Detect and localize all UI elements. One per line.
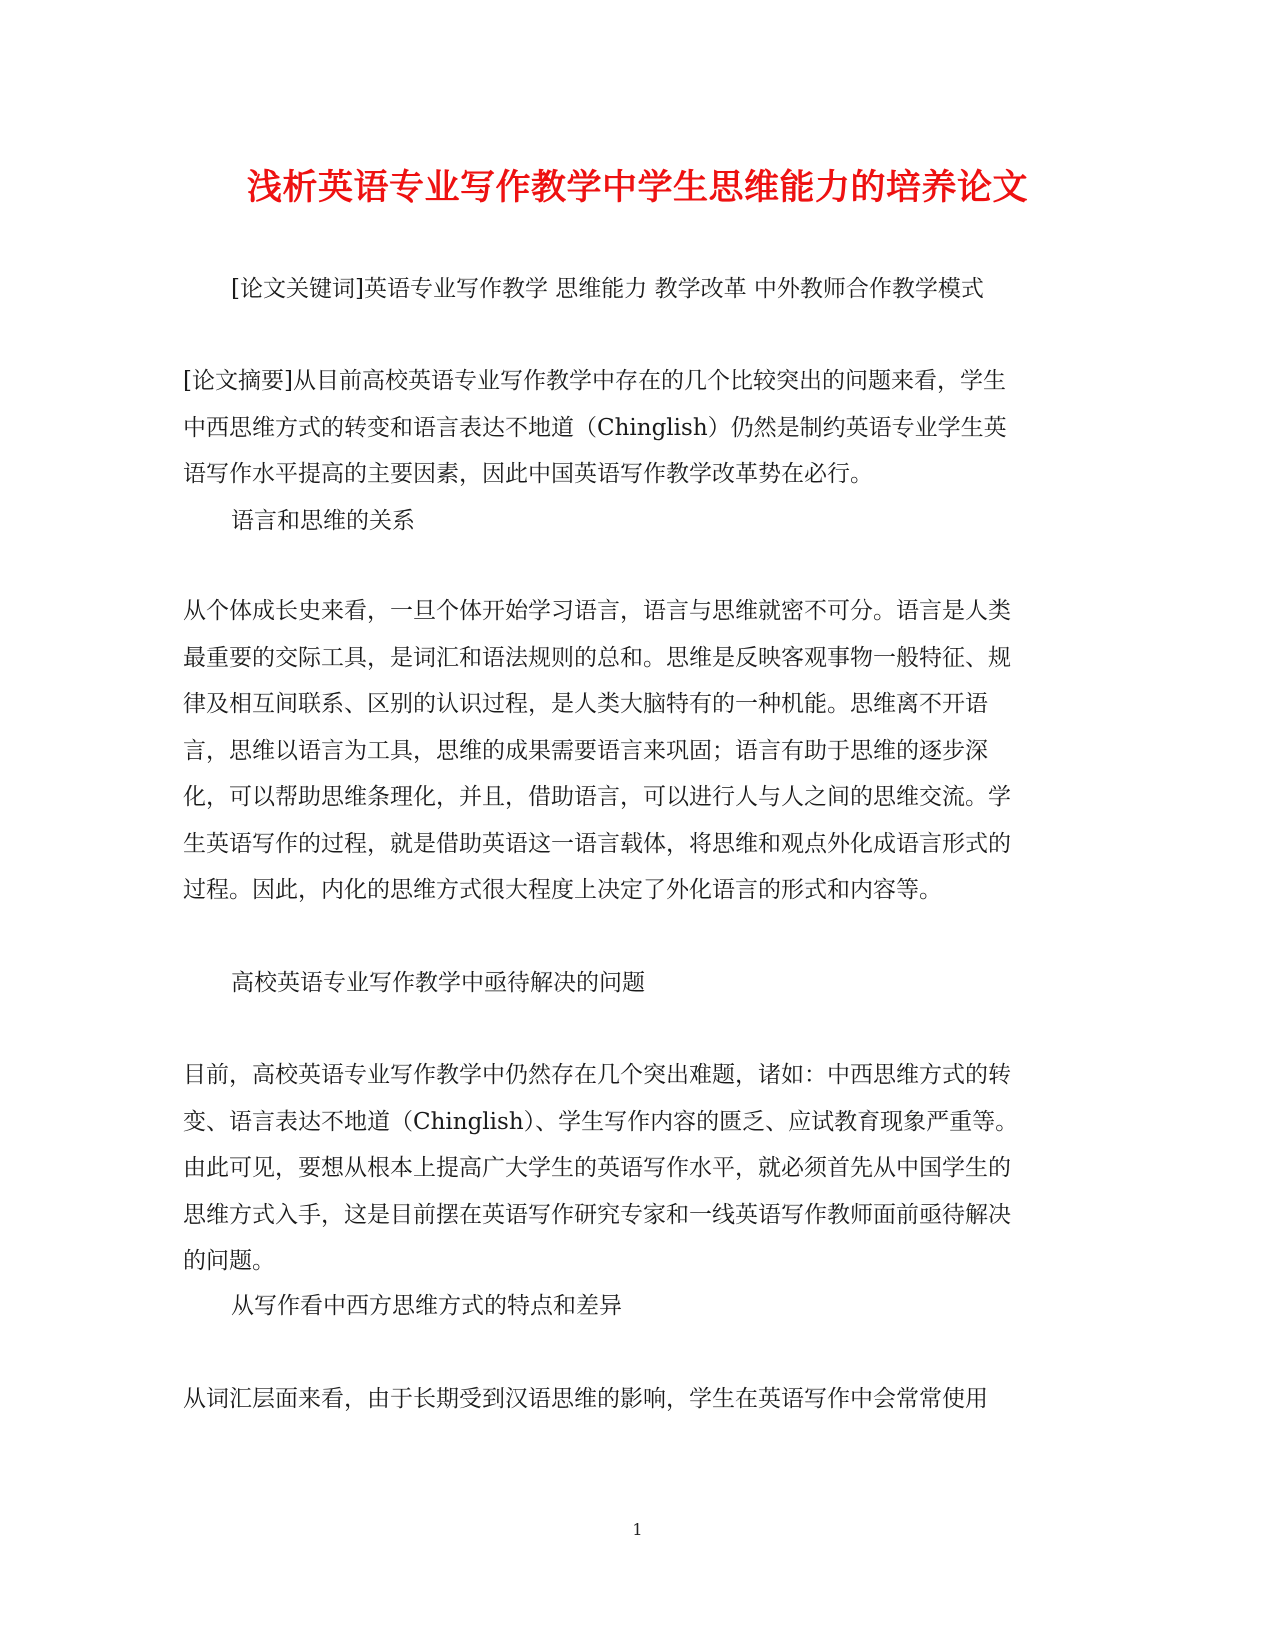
keywords-line: [论文关键词]英语专业写作教学 思维能力 教学改革 中外教师合作教学模式 — [231, 276, 984, 302]
page-number: 1 — [632, 1520, 643, 1539]
section-heading-language-and-thinking: 语言和思维的关系 — [231, 508, 415, 534]
abstract-paragraph: [论文摘要]从目前高校英语专业写作教学中存在的几个比较突出的问题来看，学生中西思维方式的转变和语言表达不地道（Chinglish）仍然是制约英语专业学生英语写作水平提高的主要因素，因此中国英语写作教学改革势在必行。 — [183, 368, 1007, 487]
section-heading-problems: 高校英语专业写作教学中亟待解决的问题 — [231, 970, 645, 996]
body-paragraph-problems: 目前，高校英语专业写作教学中仍然存在几个突出难题，诸如：中西思维方式的转变、语言表达不地道（Chinglish）、学生写作内容的匮乏、应试教育现象严重等。由此可见，要想从根本上提高广大学生的英语写作水平，就必须首先从中国学生的思维方式入手，这是目前摆在英语写作研究专家和一线英语写作教师面前亟待解决的问题。 — [183, 1062, 1019, 1274]
body-paragraph-vocabulary: 从词汇层面来看，由于长期受到汉语思维的影响，学生在英语写作中会常常使用 — [183, 1386, 988, 1412]
document-title: 浅析英语专业写作教学中学生思维能力的培养论文 — [246, 167, 1028, 208]
body-paragraph-language-thinking: 从个体成长史来看，一旦个体开始学习语言，语言与思维就密不可分。语言是人类最重要的交际工具，是词汇和语法规则的总和。思维是反映客观事物一般特征、规律及相互间联系、区别的认识过程，是人类大脑特有的一种机能。思维离不开语言，思维以语言为工具，思维的成果需要语言来巩固；语言有助于思维的逐步深化，可以帮助思维条理化，并且，借助语言，可以进行人与人之间的思维交流。学生英语写作的过程，就是借助英语这一语言载体，将思维和观点外化成语言形式的过程。因此，内化的思维方式很大程度上决定了外化语言的形式和内容等。 — [183, 598, 1011, 903]
section-heading-differences: 从写作看中西方思维方式的特点和差异 — [231, 1293, 622, 1319]
